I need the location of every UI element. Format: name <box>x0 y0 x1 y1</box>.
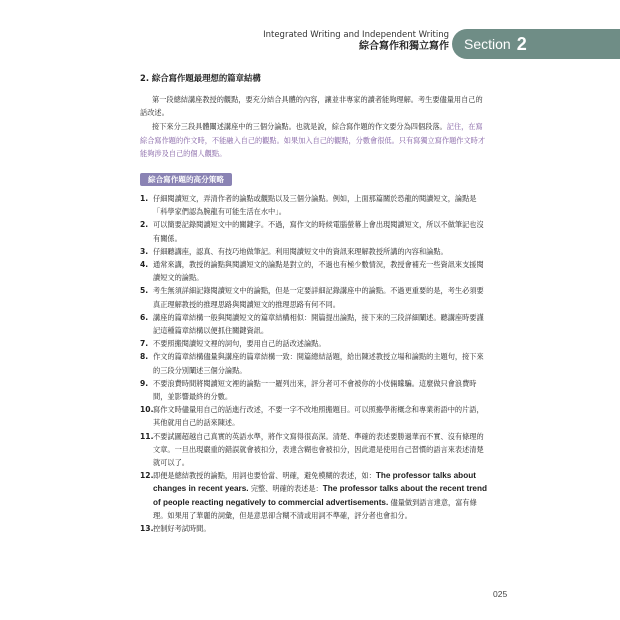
tip-item <box>140 377 488 403</box>
tip-item <box>140 258 488 284</box>
tip-item <box>140 469 488 522</box>
section-heading: 2. 綜合寫作題最理想的篇章結構 <box>140 73 261 83</box>
tip-number: 9. <box>140 378 149 388</box>
tip-12-part2: 完整、明確的表述是： <box>248 484 323 494</box>
tip-item <box>140 218 488 244</box>
tip-number: 4. <box>140 260 149 270</box>
tip-text: 仔細聽講座，認真、有技巧地做筆記。利用閱讀短文中的資訊來理解教授所講的內容和論點。 <box>153 246 448 256</box>
tips-list <box>140 192 488 535</box>
tip-number: 13. <box>140 524 154 534</box>
tip-text: 考生無須詳細記錄閱讀短文中的論點，但是一定要詳細記錄講座中的論點。不過更重要的是，考生必須要真正理解教授的推理思路與閱讀短文的推理思路有何不同。 <box>153 286 484 309</box>
main-content <box>140 72 488 535</box>
tip-item <box>140 430 488 470</box>
tip-item <box>140 311 488 337</box>
tip-text: 不要照搬閱讀短文裡的詞句，要用自己的話改述論點。 <box>153 339 326 349</box>
running-header <box>263 31 449 52</box>
tip-item <box>140 245 488 258</box>
tip-text: 作文的篇章結構儘量與講座的篇章結構一致：開篇總結話題，給出陳述教授立場和論點的主題句，接下來的三段分別闡述三個分論點。 <box>153 352 484 375</box>
tip-number: 8. <box>140 352 149 362</box>
tip-item <box>140 284 488 310</box>
tips-title-badge: 綜合寫作題的高分策略 <box>140 173 232 186</box>
tip-number: 5. <box>140 286 149 296</box>
section-tab <box>452 29 620 59</box>
paragraph-1: 第一段總結講座教授的觀點，要充分結合具體的內容，讓並非專家的讀者能夠理解。考生要儘量用自己的話改述。 <box>140 95 483 118</box>
tip-text: 講座的篇章結構一般與閱讀短文的篇章結構相似：開篇提出論點，接下來的三段詳細闡述。聽講座時要謹記這種篇章結構以便抓住關鍵資訊。 <box>153 312 484 336</box>
page-number: 025 <box>493 589 508 599</box>
tip-item <box>140 192 488 218</box>
section-number: 2 <box>516 33 527 54</box>
tip-item <box>140 522 488 535</box>
header-title-zh: 綜合寫作和獨立寫作 <box>359 40 449 52</box>
paragraph-2-highlight: 記住，在寫綜合寫作題的作文時，不能融入自己的觀點。如果加入自己的觀點，分數會很低。只有寫獨立寫作題作文時才能夠涉及自己的個人觀點。 <box>140 122 486 158</box>
tip-12-example-vague: The professor talks about changes in recent years. <box>153 471 476 494</box>
tip-text: 控制好考試時間。 <box>153 524 211 534</box>
section-label: Section <box>464 36 511 52</box>
tip-12-example-clear: The professor talks about the recent trend of people reacting negatively to commercial advertisements. <box>153 484 487 507</box>
tip-number: 7. <box>140 339 149 349</box>
tip-12-part3: 儘量做到語言達意，富有條理。如果用了華麗的詞彙，但是意思卻含糊不清或用詞不準確，評分者也會扣分。 <box>153 497 477 520</box>
tip-number: 1. <box>140 194 149 204</box>
tip-item <box>140 350 488 376</box>
tip-text: 寫作文時儘量用自己的話進行改述，不要一字不改地照搬題目。可以照搬學術概念和專業術語中的片語，其他就用自己的話來陳述。 <box>153 405 484 428</box>
tip-12-part1: 即便是總結教授的論點，用詞也要恰當、明確，避免模糊的表述，如： <box>153 471 376 481</box>
tip-number: 10. <box>140 405 154 415</box>
tip-number: 3. <box>140 246 149 256</box>
paragraph-2 <box>140 120 488 160</box>
tip-item <box>140 403 488 429</box>
tip-text: 不要試圖超越自己真實的英語水準，將作文寫得很高深。清楚、準確的表述要勝過華而不實、沒有條理的文章。一旦出現嚴重的錯誤就會被扣分，表達含糊也會被扣分，因此還是使用自己習慣的語言來表述清楚就可以了。 <box>153 431 484 468</box>
tip-number: 2. <box>140 220 149 230</box>
tip-number: 11. <box>140 431 154 441</box>
header-title-en: Integrated Writing and Independent Writing <box>263 30 449 40</box>
tip-text: 通常來講，教授的論點與閱讀短文的論點是對立的，不過也有極少數情況，教授會補充一些資訊來支援閱讀短文的論點。 <box>153 260 484 283</box>
tip-text: 仔細閱讀短文，弄清作者的論點或觀點以及三個分論點。例如，上面那篇關於恐龍的閱讀短文，論點是「科學家們認為腕龍有可能生活在水中」。 <box>153 194 477 217</box>
paragraph-2-text: 接下來分三段具體闡述講座中的三個分論點。也就是說，綜合寫作題的作文要分為四個段落。 <box>152 122 447 132</box>
tip-number: 6. <box>140 312 149 322</box>
tip-number: 12. <box>140 471 154 481</box>
tip-item <box>140 337 488 350</box>
tip-text: 不要浪費時間將閱讀短文裡的論點一一羅列出來，評分者可不會被你的小伎倆矇騙。這麼做只會浪費時間，並影響最終的分數。 <box>153 378 477 402</box>
tip-text: 可以簡要記錄閱讀短文中的關鍵字。不過，寫作文的時候電腦螢幕上會出現閱讀短文，所以不做筆記也沒有關係。 <box>153 220 484 243</box>
